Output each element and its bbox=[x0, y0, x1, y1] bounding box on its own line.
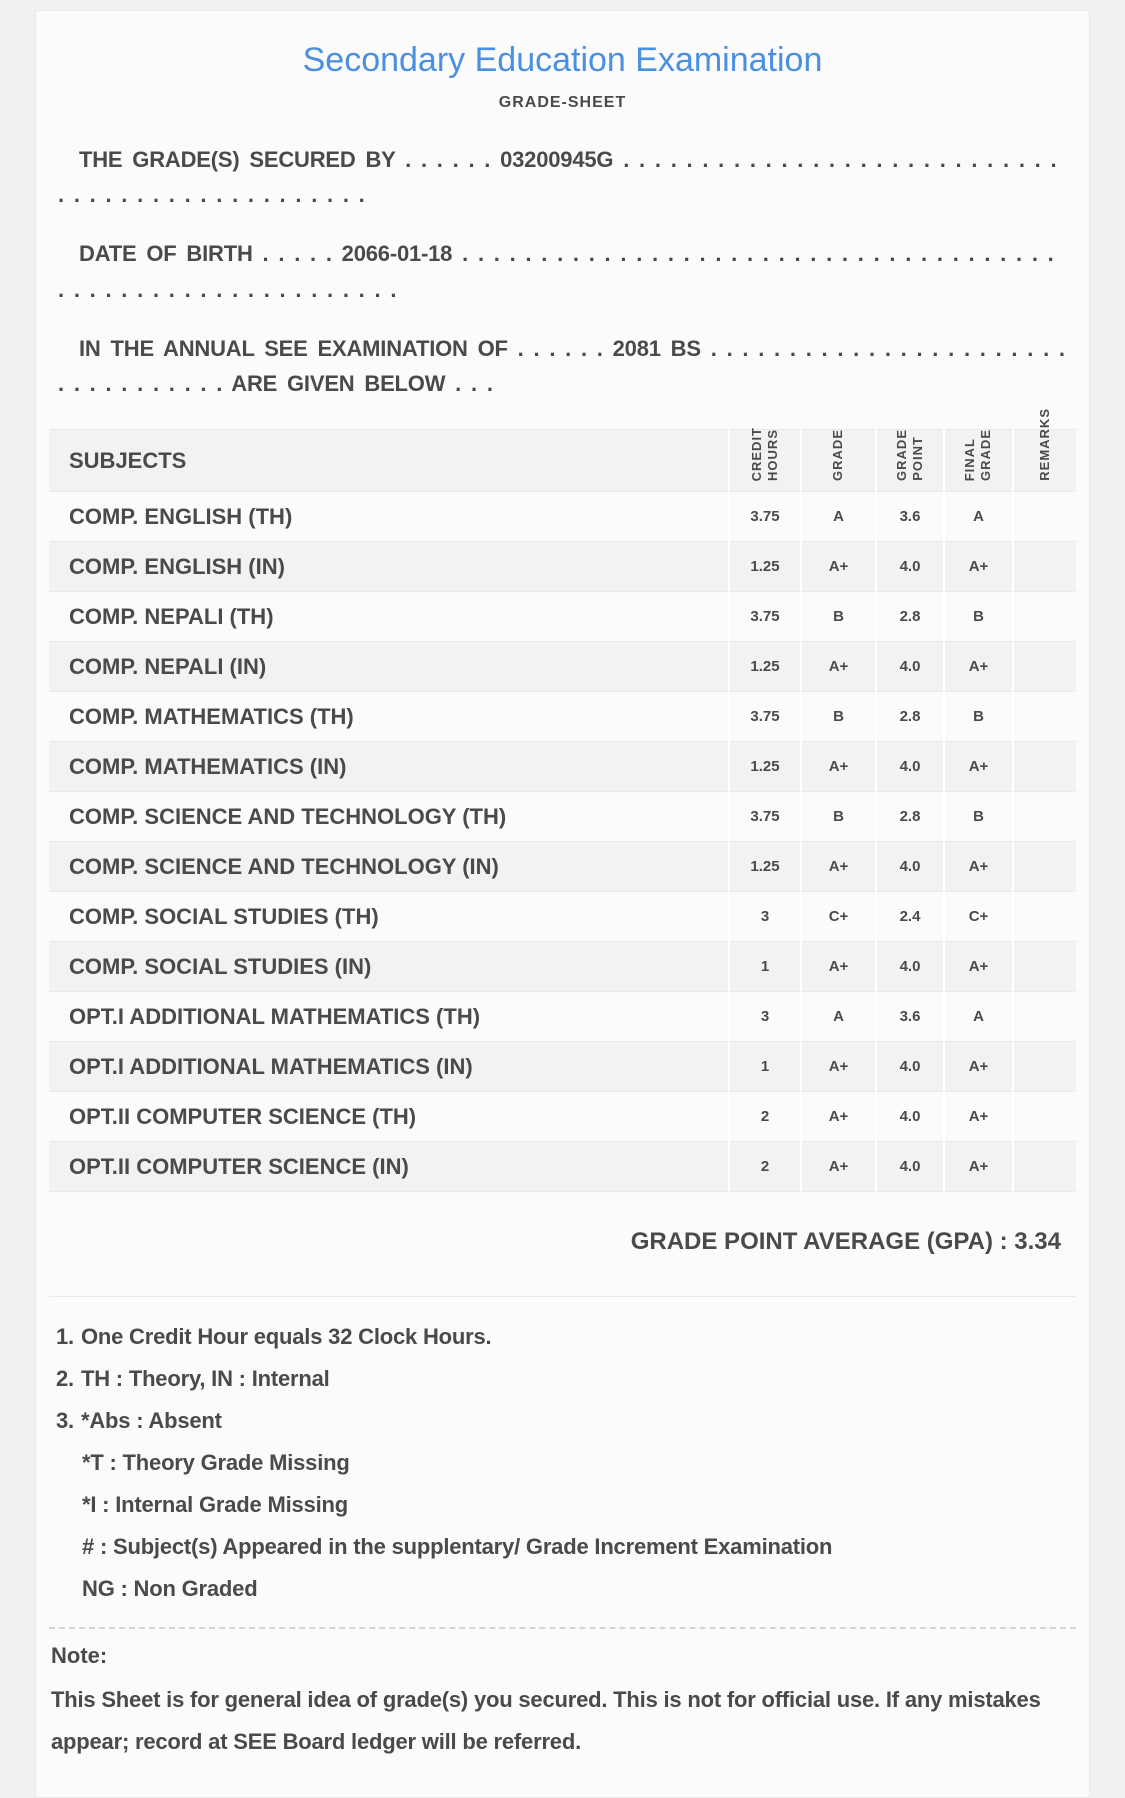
credit-hours-cell: 1.25 bbox=[729, 742, 801, 792]
table-row bbox=[49, 942, 1076, 992]
final-grade-header-label: GRADE bbox=[978, 429, 993, 482]
grade-cell: A+ bbox=[801, 1142, 876, 1192]
grade-point-header-label: POINT bbox=[909, 436, 925, 482]
grade-header bbox=[801, 430, 876, 492]
grade-cell: A+ bbox=[801, 642, 876, 692]
grade-cell: A+ bbox=[801, 742, 876, 792]
grade-point-header-label: GRADE bbox=[893, 429, 909, 482]
credit-hours-cell: 3.75 bbox=[729, 592, 801, 642]
table-row bbox=[49, 892, 1076, 942]
remarks-cell bbox=[1013, 1092, 1076, 1142]
remarks-cell bbox=[1013, 892, 1076, 942]
final-grade-cell: A+ bbox=[944, 742, 1013, 792]
date-of-birth-line: DATE OF BIRTH . . . . . 2066-01-18 . . . . . . . . . . . . . . . . . . . . . . . . . . . . . . . . . . . . . . . . . . . . . . . . . . . . . . . . . . . . bbox=[58, 241, 1054, 302]
final-grade-cell: A+ bbox=[944, 1042, 1013, 1092]
grades-table bbox=[49, 408, 1076, 1192]
final-grade-cell: B bbox=[944, 792, 1013, 842]
remarks-cell bbox=[1013, 542, 1076, 592]
final-grade-header-label: FINAL bbox=[962, 437, 978, 482]
grade-point-cell: 4.0 bbox=[876, 842, 944, 892]
credit-hours-cell: 3 bbox=[729, 892, 801, 942]
table-header-row bbox=[49, 430, 1076, 492]
final-grade-cell: B bbox=[944, 692, 1013, 742]
legend-sub-item: *T : Theory Grade Missing bbox=[82, 1450, 350, 1476]
remarks-header bbox=[1013, 408, 1076, 492]
remarks-cell bbox=[1013, 642, 1076, 692]
credit-hours-header-label: HOURS bbox=[764, 429, 780, 482]
final-grade-cell: A+ bbox=[944, 1092, 1013, 1142]
grade-point-cell: 4.0 bbox=[876, 542, 944, 592]
sheet-subtitle: GRADE-SHEET bbox=[498, 94, 627, 111]
legend-sub-item: *I : Internal Grade Missing bbox=[82, 1492, 348, 1518]
subject-cell: COMP. SCIENCE AND TECHNOLOGY (IN) bbox=[69, 853, 499, 879]
subject-cell: OPT.II COMPUTER SCIENCE (TH) bbox=[69, 1103, 417, 1129]
grade-point-cell: 2.8 bbox=[876, 792, 944, 842]
footnote-text: This Sheet is for general idea of grade(s) you secured. This is not for official use. If any mistakes appear; record at SEE Board ledger will be referred. bbox=[51, 1687, 1041, 1754]
secured-by-line: THE GRADE(S) SECURED BY . . . . . . 03200945G . . . . . . . . . . . . . . . . . . . . . . . . . . . . . . . . . . . . . . . . . . . . . . . . bbox=[58, 147, 1057, 208]
remarks-cell bbox=[1013, 1042, 1076, 1092]
grade-point-cell: 4.0 bbox=[876, 742, 944, 792]
subject-cell: COMP. ENGLISH (IN) bbox=[69, 553, 285, 579]
subject-cell: OPT.II COMPUTER SCIENCE (IN) bbox=[69, 1153, 409, 1179]
grade-cell: A bbox=[801, 492, 876, 542]
table-row bbox=[49, 1142, 1076, 1192]
examination-line: IN THE ANNUAL SEE EXAMINATION OF . . . . . . 2081 BS . . . . . . . . . . . . . . . . . . . . . . . . . . . . . . . . . . ARE GIVEN BELOW . . . bbox=[58, 335, 1065, 396]
grade-point-cell: 2.4 bbox=[876, 892, 944, 942]
legend-item-text: One Credit Hour equals 32 Clock Hours. bbox=[80, 1324, 492, 1350]
credit-hours-header bbox=[729, 426, 801, 492]
credit-hours-cell: 1 bbox=[729, 942, 801, 992]
grade-point-cell: 4.0 bbox=[876, 1092, 944, 1142]
grade-point-cell: 4.0 bbox=[876, 942, 944, 992]
credit-hours-cell: 1.25 bbox=[729, 642, 801, 692]
table-row bbox=[49, 492, 1076, 542]
grade-point-cell: 4.0 bbox=[876, 1042, 944, 1092]
legend-sub-item: NG : Non Graded bbox=[82, 1576, 258, 1602]
table-row bbox=[49, 992, 1076, 1042]
grade-cell: C+ bbox=[801, 892, 876, 942]
remarks-cell bbox=[1013, 992, 1076, 1042]
credit-hours-cell: 1 bbox=[729, 1042, 801, 1092]
table-row bbox=[49, 842, 1076, 892]
legend-item bbox=[56, 1365, 1069, 1393]
final-grade-cell: A+ bbox=[944, 942, 1013, 992]
table-row bbox=[49, 692, 1076, 742]
final-grade-cell: C+ bbox=[944, 892, 1013, 942]
grade-cell: A+ bbox=[801, 542, 876, 592]
credit-hours-cell: 3 bbox=[729, 992, 801, 1042]
remarks-cell bbox=[1013, 492, 1076, 542]
subject-cell: OPT.I ADDITIONAL MATHEMATICS (IN) bbox=[69, 1053, 473, 1079]
table-row bbox=[49, 592, 1076, 642]
final-grade-cell: A+ bbox=[944, 842, 1013, 892]
final-grade-cell: A+ bbox=[944, 542, 1013, 592]
credit-hours-cell: 1.25 bbox=[729, 542, 801, 592]
subject-cell: COMP. MATHEMATICS (IN) bbox=[69, 753, 347, 779]
credit-hours-cell: 1.25 bbox=[729, 842, 801, 892]
grade-cell: B bbox=[801, 792, 876, 842]
subject-cell: COMP. NEPALI (IN) bbox=[69, 653, 267, 679]
final-grade-cell: A bbox=[944, 992, 1013, 1042]
credit-hours-header-label: CREDIT bbox=[748, 426, 764, 482]
remarks-header-label: REMARKS bbox=[1036, 408, 1052, 482]
subject-cell: OPT.I ADDITIONAL MATHEMATICS (TH) bbox=[69, 1003, 481, 1029]
table-row bbox=[49, 542, 1076, 592]
grade-point-cell: 2.8 bbox=[876, 692, 944, 742]
credit-hours-cell: 3.75 bbox=[729, 692, 801, 742]
remarks-cell bbox=[1013, 692, 1076, 742]
credit-hours-cell: 3.75 bbox=[729, 492, 801, 542]
credit-hours-cell: 2 bbox=[729, 1092, 801, 1142]
grade-point-cell: 4.0 bbox=[876, 1142, 944, 1192]
legend-section bbox=[36, 1297, 1089, 1603]
grade-point-cell: 3.6 bbox=[876, 492, 944, 542]
subject-cell: COMP. NEPALI (TH) bbox=[69, 603, 274, 629]
legend-item bbox=[56, 1407, 1069, 1435]
remarks-cell bbox=[1013, 592, 1076, 642]
legend-item-text: TH : Theory, IN : Internal bbox=[80, 1366, 330, 1392]
table-row bbox=[49, 742, 1076, 792]
table-row bbox=[49, 1092, 1076, 1142]
remarks-cell bbox=[1013, 742, 1076, 792]
credit-hours-cell: 3.75 bbox=[729, 792, 801, 842]
remarks-cell bbox=[1013, 1142, 1076, 1192]
final-grade-cell: A bbox=[944, 492, 1013, 542]
grade-point-cell: 3.6 bbox=[876, 992, 944, 1042]
sheet-header bbox=[36, 11, 1089, 112]
grade-point-cell: 2.8 bbox=[876, 592, 944, 642]
page-title: Secondary Education Examination bbox=[302, 41, 823, 79]
student-info-section bbox=[36, 112, 1089, 401]
grade-cell: B bbox=[801, 692, 876, 742]
grade-point-header bbox=[876, 430, 944, 492]
subject-cell: COMP. SCIENCE AND TECHNOLOGY (TH) bbox=[69, 803, 507, 829]
subject-cell: COMP. ENGLISH (TH) bbox=[69, 503, 293, 529]
remarks-cell bbox=[1013, 942, 1076, 992]
grade-header-label: GRADE bbox=[830, 429, 846, 482]
gpa-line: GRADE POINT AVERAGE (GPA) : 3.34 bbox=[49, 1192, 1076, 1297]
subject-cell: COMP. SOCIAL STUDIES (TH) bbox=[69, 903, 379, 929]
grade-cell: B bbox=[801, 592, 876, 642]
legend-item-text: *Abs : Absent bbox=[80, 1408, 222, 1434]
table-row bbox=[49, 792, 1076, 842]
table-row bbox=[49, 642, 1076, 692]
footnote-section bbox=[36, 1629, 1089, 1763]
subjects-header: SUBJECTS bbox=[69, 447, 187, 473]
grade-point-cell: 4.0 bbox=[876, 642, 944, 692]
grade-sheet-card bbox=[35, 10, 1090, 1798]
final-grade-header bbox=[944, 430, 1013, 492]
grade-cell: A+ bbox=[801, 1042, 876, 1092]
grade-cell: A+ bbox=[801, 842, 876, 892]
legend-item-number: 2. bbox=[56, 1366, 74, 1392]
table-row bbox=[49, 1042, 1076, 1092]
grade-cell: A bbox=[801, 992, 876, 1042]
remarks-cell bbox=[1013, 842, 1076, 892]
legend-item bbox=[56, 1323, 1069, 1351]
subject-cell: COMP. MATHEMATICS (TH) bbox=[69, 703, 354, 729]
credit-hours-cell: 2 bbox=[729, 1142, 801, 1192]
legend-item-number: 1. bbox=[56, 1324, 74, 1350]
final-grade-cell: B bbox=[944, 592, 1013, 642]
remarks-cell bbox=[1013, 792, 1076, 842]
grade-cell: A+ bbox=[801, 942, 876, 992]
grade-cell: A+ bbox=[801, 1092, 876, 1142]
legend-sub-item: # : Subject(s) Appeared in the supplentary/ Grade Increment Examination bbox=[82, 1534, 833, 1560]
final-grade-cell: A+ bbox=[944, 642, 1013, 692]
legend-item-number: 3. bbox=[56, 1408, 74, 1434]
final-grade-cell: A+ bbox=[944, 1142, 1013, 1192]
subject-cell: COMP. SOCIAL STUDIES (IN) bbox=[69, 953, 372, 979]
footnote-label: Note: bbox=[51, 1643, 108, 1669]
